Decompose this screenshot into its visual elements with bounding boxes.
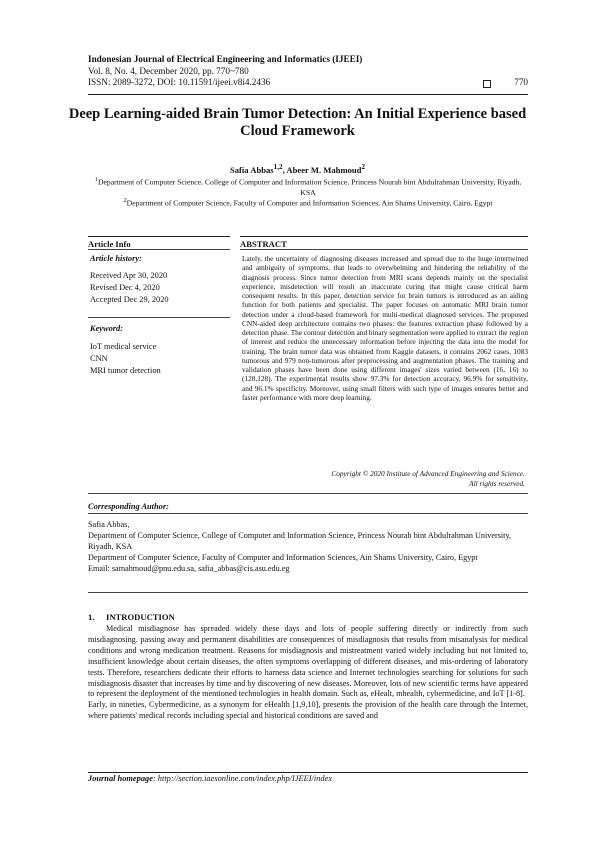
corresponding-divider-bottom: [88, 592, 528, 593]
article-history-list: [90, 270, 169, 305]
keyword-divider: [88, 317, 230, 318]
paper-title: Deep Learning-aided Brain Tumor Detection: An Initial Experience based Cloud Framework: [68, 106, 527, 139]
keywords-list: [90, 341, 161, 376]
corresponding-author-label: Corresponding Author:: [88, 502, 169, 511]
history-item: Revised Dec 4, 2020: [90, 282, 160, 292]
keyword-item: MRI tumor detection: [90, 365, 161, 375]
section-number: 1.: [88, 612, 95, 622]
section-heading: [88, 612, 175, 622]
abstract-divider: [240, 249, 528, 250]
history-item: Accepted Dec 29, 2020: [90, 294, 169, 304]
affiliation-text: Department of Computer Science, College of Computer and Information Science, Princess Nourah bint Abdulrahman University, Riyadh, KSA: [97, 177, 522, 197]
authors-line: [60, 163, 535, 175]
affiliation-sup: 1: [94, 176, 98, 183]
corresponding-divider: [88, 513, 528, 514]
corresponding-divider-top: [88, 493, 528, 494]
author-separator: ,: [282, 164, 287, 175]
author-sup: 2: [361, 163, 366, 171]
article-history-label: Article history:: [90, 254, 142, 263]
keywords-label: Keyword:: [90, 324, 124, 333]
issn-line: ISSN: 2089-3272, DOI: 10.11591/ijeei.v8i4.2436: [88, 77, 271, 88]
journal-header: [88, 54, 528, 89]
abstract-text: Lately, the uncertainty of diagnosing diseases increased and spread due to the huge intertwined and ambiguity of symptoms, that leads to overwhelming and hindering the reliability of the diagnosis process. Since tumor detection from MRI scans depends mainly on the specialist experience, misdetection will result an inaccurate curing that might cause critical harm consequent results. In this paper, detection service for brain tumors is introduced as an aiding function for both patients and specialist. The paper focuses on automatic MRI brain tumor detection under a cloud-based framework for multi-medical diagnosed services. The proposed CNN-aided deep architecture contains two phases: the features extraction phase followed by a detection phase. The contour detection and binary segmentation were applied to extract the region of interest and reduce the unnecessary information before injecting the data into the model for training. The brain tumor data was obtained from Kaggle datasets, it contains 2062 cases, 1083 tumorous and 979 non-tumorous after preprocessing and augmentation phases. The training and validation phases have been done using different images' sizes varied between (16, 16) to (128,128). The experimental results show 97.3% for detection accuracy, 96.9% for sensitivity, and 96.1% specificity. Moreover, using small filters with such type of images ensures better and faster performance with more deep learning.: [242, 254, 528, 402]
footer-url: : http://section.iaesonline.com/index.php/IJEEI/index: [152, 774, 332, 783]
footer-label: Journal homepage: [88, 774, 153, 783]
history-item: Received Apr 30, 2020: [90, 271, 168, 280]
affiliation-sup: 2: [123, 197, 127, 204]
affiliation-1: [88, 175, 528, 198]
copyright-line: All rights reserved.: [469, 478, 525, 488]
intro-paragraph: Early, in nineties, Cybermedicine, as a synonym for eHealth [1,9,10], presents the provision of the health care through the Internet, where patients' medical records including special and historical conditions are saved and: [88, 700, 528, 721]
page-number: 770: [514, 77, 528, 88]
footer-divider: [88, 772, 528, 773]
issn-row: [88, 77, 528, 89]
author-name: Safia Abbas: [229, 164, 274, 175]
corresponding-affiliation: Department of Computer Science, College of Computer and Information Science, Princess Nourah bint Abdulrahman University, Riyadh, KSA: [88, 531, 512, 551]
article-info-heading: Article Info: [88, 236, 230, 251]
copyright-line: Copyright © 2020 Institute of Advanced Engineering and Science.: [331, 469, 525, 478]
journal-footer: [88, 774, 332, 783]
intro-paragraph: Medical misdiagnose has spreaded widely these days and lots of people suffering directly or indirectly from such misdiagnosing. passing away and permanent disabilities are consequences of misdiagnosis that results from misanalysis for medical conditions and wrong medication treatment. Reasons for misdiagnosis and mistreatment varied widely including but not limited to, insufficient knowledge about certain diseases, the often symptoms overlapping of different diseases, and mis-ordering of laboratory tests. Therefore, researchers dedicate their efforts to harness data science and Internet technologies searching for solutions for such misdiagnosis disaster that increases by time and by discovering of new diseases. Moreover, lots of new scientific terms have appeared to represent the deployment of the mentioned technologies in health domain. Such as, eHealt, mhealth, cybermedicine, and IoT [1-8].: [88, 624, 528, 699]
affiliation-2: [88, 196, 528, 209]
corresponding-affiliation: Department of Computer Science, Faculty of Computer and Information Sciences, Ain Shams University, Cairo, Egypt: [88, 553, 478, 562]
copyright-notice: [242, 469, 525, 488]
square-icon: [483, 80, 491, 88]
corresponding-author-block: [88, 519, 528, 574]
journal-name: Indonesian Journal of Electrical Engineering and Informatics (IJEEI): [88, 54, 363, 64]
header-divider: [88, 94, 528, 95]
affiliation-text: Department of Computer Science, Faculty of Computer and Information Sciences, Ain Shams University, Cairo, Egypt: [126, 198, 493, 208]
volume-line: Vol. 8, No. 4, December 2020, pp. 770~780: [88, 65, 249, 76]
keyword-item: IoT medical service: [90, 342, 157, 351]
article-info-divider: [88, 249, 230, 250]
introduction-text: [88, 624, 528, 722]
section-title: INTRODUCTION: [106, 612, 175, 622]
abstract-heading: ABSTRACT: [240, 236, 528, 251]
author-name: Abeer M. Mahmoud: [286, 164, 362, 175]
corresponding-email: Email: samahmoud@pnu.edu.sa, safia_abbas@cis.asu.edu.eg: [88, 564, 290, 573]
author-sup: 1,2: [273, 163, 283, 171]
keyword-item: CNN: [90, 353, 108, 363]
corresponding-name: Safia Abbas,: [88, 520, 130, 529]
